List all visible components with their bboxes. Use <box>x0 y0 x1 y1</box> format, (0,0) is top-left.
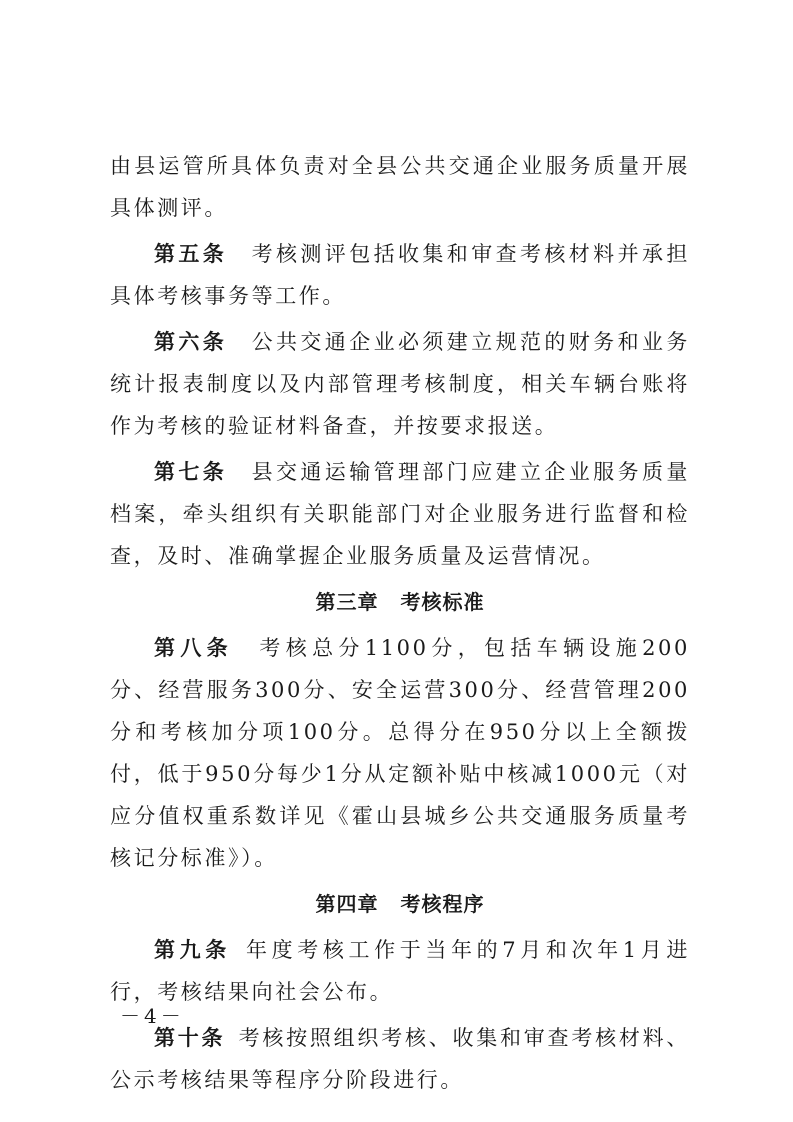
article-8 <box>110 627 690 879</box>
article-7-text: 县交通运输管理部门应建立企业服务质量档案，牵头组织有关职能部门对企业服务进行监督和检查，及时、准确掌握企业服务质量及运营情况。 <box>110 460 690 568</box>
article-8-label: 第八条 <box>154 635 234 660</box>
page-number: －4－ <box>120 1004 185 1028</box>
intro-text: 由县运管所具体负责对全县公共交通企业服务质量开展具体测评。 <box>110 154 690 220</box>
article-8-text: 考核总分1100分，包括车辆设施200分、经营服务300分、安全运营300分、经营管理200分和考核加分项100分。总得分在950分以上全额拨付，低于950分每少1分从定额补贴中核减1000元（对应分值权重系数详见《霍山县城乡公共交通服务质量考核记分标准》）。 <box>110 636 690 870</box>
chapter-3-heading <box>110 581 690 623</box>
article-10 <box>110 1017 690 1101</box>
article-10-label: 第十条 <box>154 1025 226 1050</box>
article-5-label: 第五条 <box>154 241 228 266</box>
article-9 <box>110 929 690 1013</box>
document-body <box>110 145 690 1105</box>
article-5-text: 考核测评包括收集和审查考核材料并承担具体考核事务等工作。 <box>110 242 690 308</box>
article-9-label: 第九条 <box>154 937 231 962</box>
article-5 <box>110 233 690 317</box>
chapter-4-heading <box>110 883 690 925</box>
article-6-label: 第六条 <box>154 329 228 354</box>
article-7-label: 第七条 <box>154 459 228 484</box>
article-7 <box>110 451 690 577</box>
article-6 <box>110 321 690 447</box>
chapter-3-title: 考核标准 <box>400 590 485 614</box>
article-6-text: 公共交通企业必须建立规范的财务和业务统计报表制度以及内部管理考核制度，相关车辆台账将作为考核的验证材料备查，并按要求报送。 <box>110 330 690 438</box>
intro-paragraph <box>110 145 690 229</box>
chapter-3-number: 第三章 <box>315 590 379 614</box>
chapter-4-number: 第四章 <box>315 892 379 916</box>
article-9-text: 年度考核工作于当年的7月和次年1月进行，考核结果向社会公布。 <box>110 938 690 1004</box>
article-10-text: 考核按照组织考核、收集和审查考核材料、公示考核结果等程序分阶段进行。 <box>110 1026 690 1092</box>
chapter-4-title: 考核程序 <box>400 892 485 916</box>
